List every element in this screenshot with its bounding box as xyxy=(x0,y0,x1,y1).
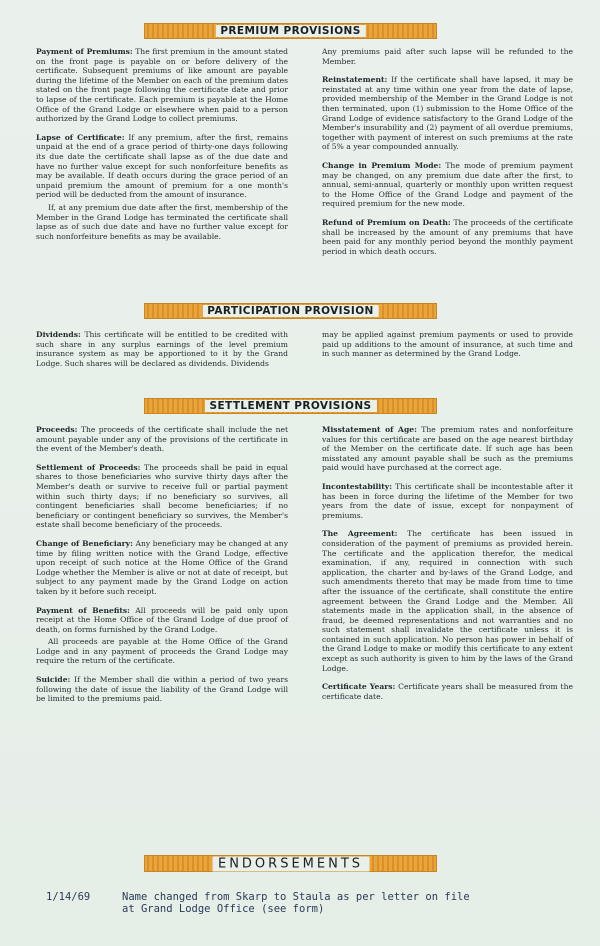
reinstatement-clause: Reinstatement: If the certificate shall have lapsed, it may be reinstated at any time within one year from the date of lapse, provided membership of the Member in the Grand Lodge is not then terminated, upon (1) submission to the Home Office of the Grand Lodge of evidence satisfactory to the Grand Lodge of the Member's insurability and (2) payment of all overdue premiums, together with payment of interest on such premiums at the rate of 5% a year compounded annually. xyxy=(322,75,573,152)
premium-right-column xyxy=(322,47,573,265)
endorsements-heading: ENDORSEMENTS xyxy=(212,856,369,871)
dividends-continuation: may be applied against premium payments or used to provide paid up additions to the amount of insurance, at such time and in such manner as determined by the Grand Lodge. xyxy=(322,330,573,359)
participation-left-column xyxy=(36,330,288,377)
premium-left-column xyxy=(36,47,288,250)
settlement-of-proceeds-clause: Settlement of Proceeds: The proceeds shall be paid in equal shares to those beneficiaries who survive thirty days after the Member's death or survive to receive full or partial payment within such thirty days; if no beneficiary so survives, all contingent beneficiaries shall become beneficiaries; if no beneficiary or contingent beneficiary so survives, the Member's estate shall become beneficiary of the proceeds. xyxy=(36,462,288,530)
settlement-right-column xyxy=(322,425,573,710)
endorsement-text-1: Name changed from Skarp to Staula as per letter on file xyxy=(122,891,470,903)
payment-of-benefits-clause-2: All proceeds are payable at the Home Office of the Grand Lodge and in any payment of proceeds the Grand Lodge may require the return of the certificate. xyxy=(36,637,288,666)
endorsement-line-1 xyxy=(46,891,546,903)
change-of-beneficiary-clause: Change of Beneficiary: Any beneficiary may be changed at any time by filing written notice with the Grand Lodge, effective upon receipt of such notice at the Home Office of the Grand Lodge whether the Member is alive or not at date of receipt, but subject to any payment made by the Grand Lodge on action taken by it before such receipt. xyxy=(36,538,288,596)
endorsement-date: 1/14/69 xyxy=(46,891,91,903)
settlement-provisions-heading: SETTLEMENT PROVISIONS xyxy=(205,400,377,412)
payment-of-premiums-clause: Payment of Premiums: The first premium in the amount stated on the front page is payable on or before delivery of the certificate. Subsequent premiums of like amount are payable during the lifetime of the Member on each of the premium dates stated on the front page following the certificate date and prior to lapse of the certificate. Each premium is payable at the Home Office of the Grand Lodge or elsewhere when paid to a person authorized by the Grand Lodge to collect premiums. xyxy=(36,47,288,124)
settlement-provisions-banner xyxy=(144,398,437,414)
lapse-of-certificate-clause: Lapse of Certificate: If any premium, after the first, remains unpaid at the end of a grace period of thirty-one days following its due date the certificate shall lapse as of the due date and have no further value except for such nonforfeiture benefits as may be available. If death occurs during the grace period of an unpaid premium the amount of premium for a one month's period will be deducted from the amount of insurance. xyxy=(36,132,288,200)
endorsement-text-2: at Grand Lodge Office (see form) xyxy=(122,903,325,915)
incontestability-clause: Incontestability: This certificate shall be incontestable after it has been in force during the lifetime of the Member for two years from the date of issue, except for nonpayment of premiums. xyxy=(322,481,573,520)
refund-after-lapse-text: Any premiums paid after such lapse will be refunded to the Member. xyxy=(322,47,573,66)
dividends-clause: Dividends: This certificate will be entitled to be credited with such share in any surplus earnings of the level premium insurance system as may be apportioned to it by the Grand Lodge. Such shares will be declared as dividends. Dividends xyxy=(36,330,288,368)
suicide-clause: Suicide: If the Member shall die within a period of two years following the date of issue the liability of the Grand Lodge will be limited to the premiums paid. xyxy=(36,675,288,704)
certificate-years-clause: Certificate Years: Certificate years shall be measured from the certificate date. xyxy=(322,682,573,701)
participation-provision-heading: PARTICIPATION PROVISION xyxy=(202,305,378,317)
premium-provisions-banner xyxy=(144,23,437,39)
proceeds-clause: Proceeds: The proceeds of the certificate shall include the net amount payable under any of the provisions of the certificate in the event of the Member's death. xyxy=(36,425,288,454)
settlement-left-column xyxy=(36,425,288,713)
agreement-clause: The Agreement: The certificate has been issued in consideration of the payment of premiums as provided herein. The certificate and the application therefor, the medical examination, if any, required in connection with such application, the charter and by-laws of the Grand Lodge, and such amendments thereto that may be made from time to time after the issuance of the certificate, shall constitute the entire agreement between the Grand Lodge and the Member. All statements made in the application shall, in the absence of fraud, be deemed representations and not warranties and no such statement shall invalidate the certificate unless it is contained in such application. No person has power in behalf of the Grand Lodge to make or modify this certificate to any extent except as such authority is given to him by the laws of the Grand Lodge. xyxy=(322,529,573,673)
participation-provision-banner xyxy=(144,303,437,319)
lapse-membership-clause: If, at any premium due date after the first, membership of the Member in the Grand Lodge has terminated the certificate shall lapse as of such due date and have no further value except for such nonforfeiture benefits as may be available. xyxy=(36,202,288,241)
participation-right-column xyxy=(322,330,573,368)
change-in-premium-mode-clause: Change in Premium Mode: The mode of premium payment may be changed, on any premium due date after the first, to annual, semi-annual, quarterly or monthly upon written request to the Home Office of the Grand Lodge and payment of the required premium for the new mode. xyxy=(322,160,574,209)
endorsement-entry xyxy=(46,891,546,915)
endorsements-banner xyxy=(144,855,437,872)
payment-of-benefits-clause: Payment of Benefits: All proceeds will be paid only upon receipt at the Home Office of the Grand Lodge of due proof of death, on forms furnished by the Grand Lodge. xyxy=(36,605,289,634)
misstatement-of-age-clause: Misstatement of Age: The premium rates and nonforfeiture values for this certificate are based on the age nearest birthday of the Member on the certificate date. If such age has been misstated any amount payable shall be such as the premiums paid would have purchased at the correct age. xyxy=(322,425,573,473)
refund-on-death-clause: Refund of Premium on Death: The proceeds of the certificate shall be increased by the amount of any premiums that have been paid for any monthly period beyond the monthly payment period in which death occurs. xyxy=(322,217,574,256)
premium-provisions-heading: PREMIUM PROVISIONS xyxy=(215,25,365,37)
